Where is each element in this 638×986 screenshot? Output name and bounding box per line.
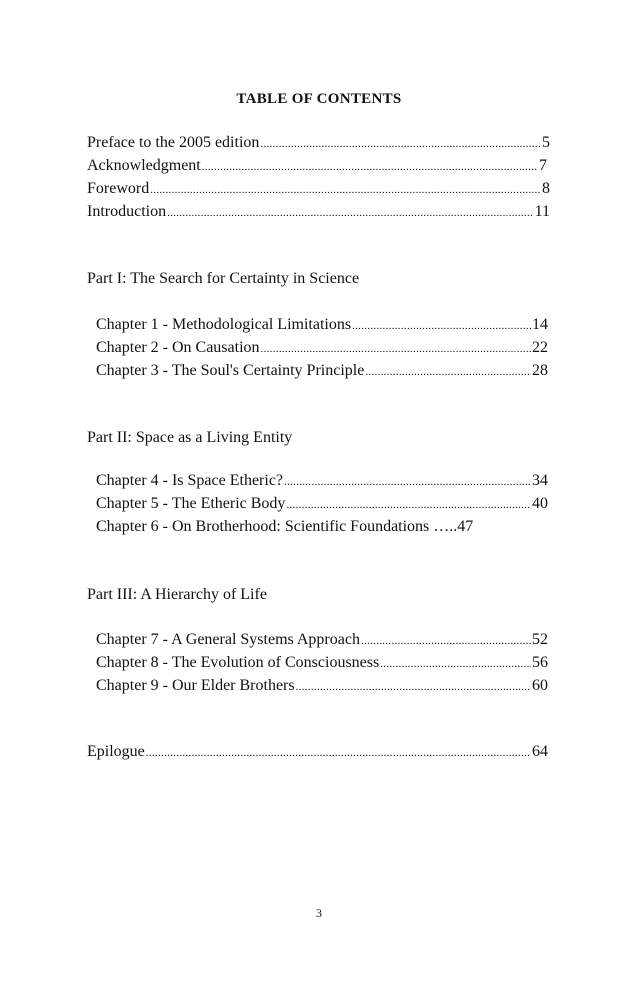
dot-leader	[361, 630, 531, 652]
dot-leader	[365, 361, 531, 383]
part-heading: Part II: Space as a Living Entity	[87, 429, 293, 446]
dot-leader	[296, 676, 531, 698]
entry-page: 8	[542, 180, 550, 197]
entry-label: Chapter 3 - The Soul's Certainty Principle	[96, 362, 365, 379]
entry-label: Introduction	[87, 203, 167, 220]
entry-page: ..47	[449, 518, 474, 535]
dot-leader	[286, 494, 531, 516]
entry-label: Chapter 6 - On Brotherhood: Scientific Foundations …	[96, 518, 450, 535]
toc-entry-chapter-3	[96, 360, 548, 383]
dot-leader	[261, 338, 531, 360]
entry-page: 28	[532, 362, 548, 379]
entry-page: 14	[532, 316, 548, 333]
dot-leader	[146, 742, 531, 764]
toc-entry-introduction	[87, 201, 550, 224]
dot-leader	[202, 156, 538, 178]
entry-label: Chapter 4 - Is Space Etheric?	[96, 472, 284, 489]
page-number: 3	[316, 906, 322, 920]
toc-entry-chapter-7	[96, 629, 548, 652]
entry-page: 5	[542, 134, 550, 151]
dot-leader	[260, 133, 541, 155]
entry-page: 22	[532, 339, 548, 356]
entry-page: 52	[532, 631, 548, 648]
entry-label: Chapter 7 - A General Systems Approach	[96, 631, 360, 648]
dot-leader	[284, 471, 531, 493]
entry-page: 40	[532, 495, 548, 512]
entry-page: 7	[539, 157, 547, 174]
dot-leader	[352, 315, 531, 337]
toc-entry-chapter-1	[96, 314, 548, 337]
entry-label: Epilogue	[87, 743, 145, 760]
entry-label: Foreword	[87, 180, 150, 197]
toc-entry-chapter-4	[96, 470, 548, 493]
entry-label: Preface to the 2005 edition	[87, 134, 260, 151]
part-heading: Part I: The Search for Certainty in Science	[87, 270, 360, 287]
toc-entry-foreword	[87, 178, 550, 201]
toc-entry-epilogue	[87, 741, 548, 764]
part-heading: Part III: A Hierarchy of Life	[87, 586, 267, 603]
toc-entry-chapter-6	[96, 516, 548, 538]
entry-page: 11	[534, 203, 550, 220]
page-title: TABLE OF CONTENTS	[236, 91, 402, 107]
entry-label: Chapter 2 - On Causation	[96, 339, 260, 356]
entry-label: Chapter 8 - The Evolution of Consciousness	[96, 654, 380, 671]
entry-page: 64	[532, 743, 548, 760]
dot-leader	[150, 179, 541, 201]
toc-entry-preface	[87, 132, 550, 155]
toc-entry-chapter-8	[96, 652, 548, 675]
entry-label: Chapter 5 - The Etheric Body	[96, 495, 286, 512]
entry-label: Chapter 1 - Methodological Limitations	[96, 316, 352, 333]
toc-entry-chapter-5	[96, 493, 548, 516]
entry-page: 56	[532, 654, 548, 671]
dot-leader	[380, 653, 531, 675]
entry-label: Acknowledgment	[87, 157, 201, 174]
entry-label: Chapter 9 - Our Elder Brothers	[96, 677, 295, 694]
toc-entry-chapter-9	[96, 675, 548, 698]
entry-page: 60	[532, 677, 548, 694]
toc-entry-acknowledgment	[87, 155, 547, 178]
toc-entry-chapter-2	[96, 337, 548, 360]
entry-page: 34	[532, 472, 548, 489]
dot-leader	[167, 202, 534, 224]
